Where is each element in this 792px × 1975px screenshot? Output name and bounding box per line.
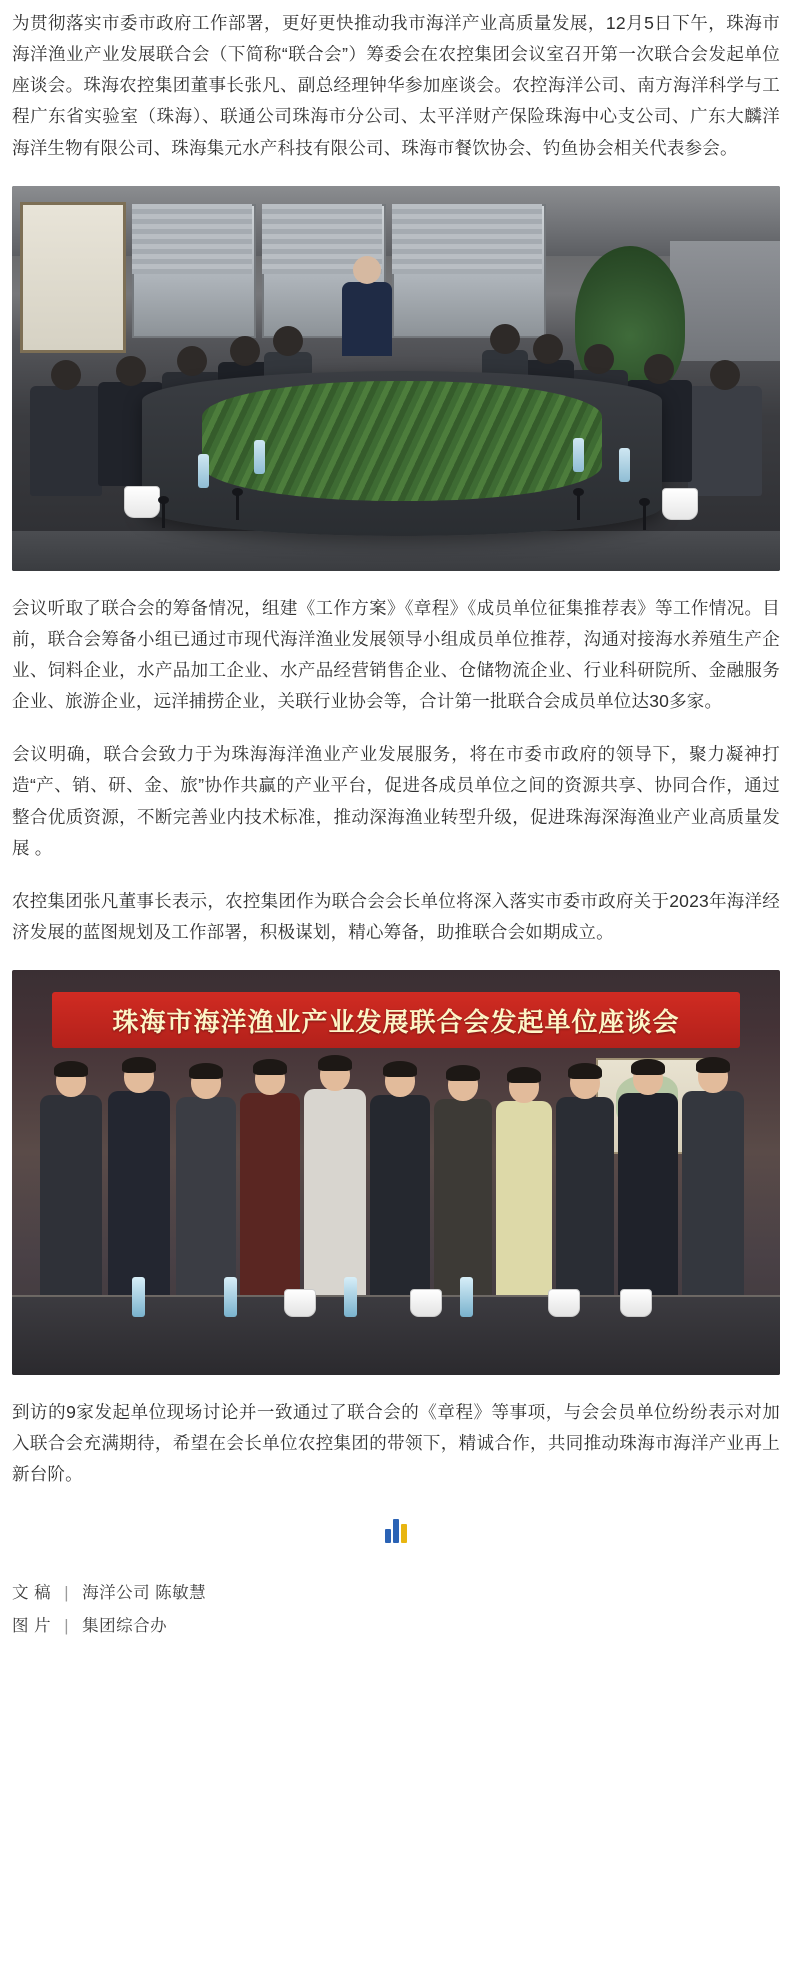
meeting-photo	[12, 186, 780, 571]
window-blind-right	[392, 204, 542, 274]
group-photo	[12, 970, 780, 1375]
group-bottle-1	[132, 1277, 145, 1317]
credits-block	[12, 1577, 780, 1667]
person-2	[108, 1091, 170, 1295]
group-bottle-4	[460, 1277, 473, 1317]
article-paragraph-5: 到访的9家发起单位现场讨论并一致通过了联合会的《章程》等事项，与会会员单位纷纷表示对加入联合会充满期待，希望在会长单位农控集团的带领下，精诚合作，共同推动珠海市海洋产业再上新台阶。	[12, 1402, 780, 1485]
water-bottle-4	[619, 448, 630, 482]
microphone-1	[162, 502, 165, 528]
credit-row-photo	[12, 1610, 780, 1643]
article-paragraph-3: 会议明确，联合会致力于为珠海海洋渔业产业发展服务，将在市委市政府的领导下，聚力凝神打造“产、销、研、金、旅”协作共赢的产业平台，促进各成员单位之间的资源共享、协同合作，通过整合优质资源，不断完善业内技术标准，推动深海渔业转型升级，促进珠海深海渔业产业高质量发展 。	[12, 744, 780, 858]
wall-right	[670, 241, 780, 361]
group-cup-2	[410, 1289, 442, 1317]
person-5	[304, 1089, 366, 1295]
article-paragraph-2: 会议听取了联合会的筹备情况，组建《工作方案》《章程》《成员单位征集推荐表》等工作情况。目前，联合会筹备小组已通过市现代海洋渔业发展领导小组成员单位推荐，沟通对接海水养殖生产企业、饲料企业，水产品加工企业、水产品经营销售企业、仓储物流企业、行业科研院所、金融服务企业、旅游企业，远洋捕捞企业，关联行业协会等，合计第一批联合会成员单位达30多家。	[12, 597, 780, 712]
group-cup-4	[620, 1289, 652, 1317]
whiteboard	[20, 202, 126, 353]
attendee-left-1	[30, 386, 102, 496]
person-3	[176, 1097, 236, 1295]
event-banner: 珠海市海洋渔业产业发展联合会发起单位座谈会	[52, 992, 740, 1048]
floor	[12, 531, 780, 571]
person-7	[434, 1099, 492, 1295]
microphone-4	[643, 504, 646, 530]
credit-separator-1: |	[64, 1583, 69, 1602]
person-1	[40, 1095, 102, 1295]
brand-divider	[12, 1517, 780, 1543]
tea-cup-right	[662, 488, 698, 520]
chairperson	[342, 282, 392, 356]
tea-cup-left	[124, 486, 160, 518]
window-blind-left	[132, 204, 252, 274]
person-11	[682, 1091, 744, 1295]
person-4	[240, 1093, 300, 1295]
article-page	[0, 8, 792, 1667]
credit-value-photo: 集团综合办	[82, 1616, 168, 1635]
group-bottle-3	[344, 1277, 357, 1317]
person-9	[556, 1097, 614, 1295]
credit-separator-2: |	[64, 1616, 69, 1635]
credit-row-writer	[12, 1577, 780, 1610]
article-paragraph-1: 为贯彻落实市委市政府工作部署，更好更快推动我市海洋产业高质量发展，12月5日下午，珠海市海洋渔业产业发展联合会（下简称“联合会”）筹委会在农控集团会议室召开第一次联合会发起单位座谈会。珠海农控集团董事长张凡、副总经理钟华参加座谈会。农控海洋公司、南方海洋科学与工程广东省实验室（珠海）、联通公司珠海市分公司、太平洋财产保险珠海中心支公司、广东大麟洋海洋生物有限公司、珠海集元水产科技有限公司、珠海市餐饮协会、钓鱼协会相关代表参会。	[12, 13, 780, 158]
group-cup-3	[548, 1289, 580, 1317]
article-paragraph-4: 农控集团张凡董事长表示，农控集团作为联合会会长单位将深入落实市委市政府关于2023年海洋经济发展的蓝图规划及工作部署，积极谋划，精心筹备，助推联合会如期成立。	[12, 890, 780, 942]
brand-bars-logo	[385, 1517, 407, 1543]
credit-label-photo: 图 片	[12, 1616, 52, 1635]
water-bottle-3	[573, 438, 584, 472]
group-bottle-2	[224, 1277, 237, 1317]
person-8	[496, 1101, 552, 1295]
credit-label-writer: 文 稿	[12, 1583, 52, 1602]
group-cup-1	[284, 1289, 316, 1317]
attendee-right-1	[688, 386, 762, 496]
microphone-3	[577, 494, 580, 520]
credit-value-writer: 海洋公司 陈敏慧	[82, 1583, 207, 1602]
front-table	[12, 1297, 780, 1375]
microphone-2	[236, 494, 239, 520]
people-row	[12, 1065, 780, 1295]
person-10	[618, 1093, 678, 1295]
water-bottle-2	[254, 440, 265, 474]
person-6	[370, 1095, 430, 1295]
water-bottle-1	[198, 454, 209, 488]
